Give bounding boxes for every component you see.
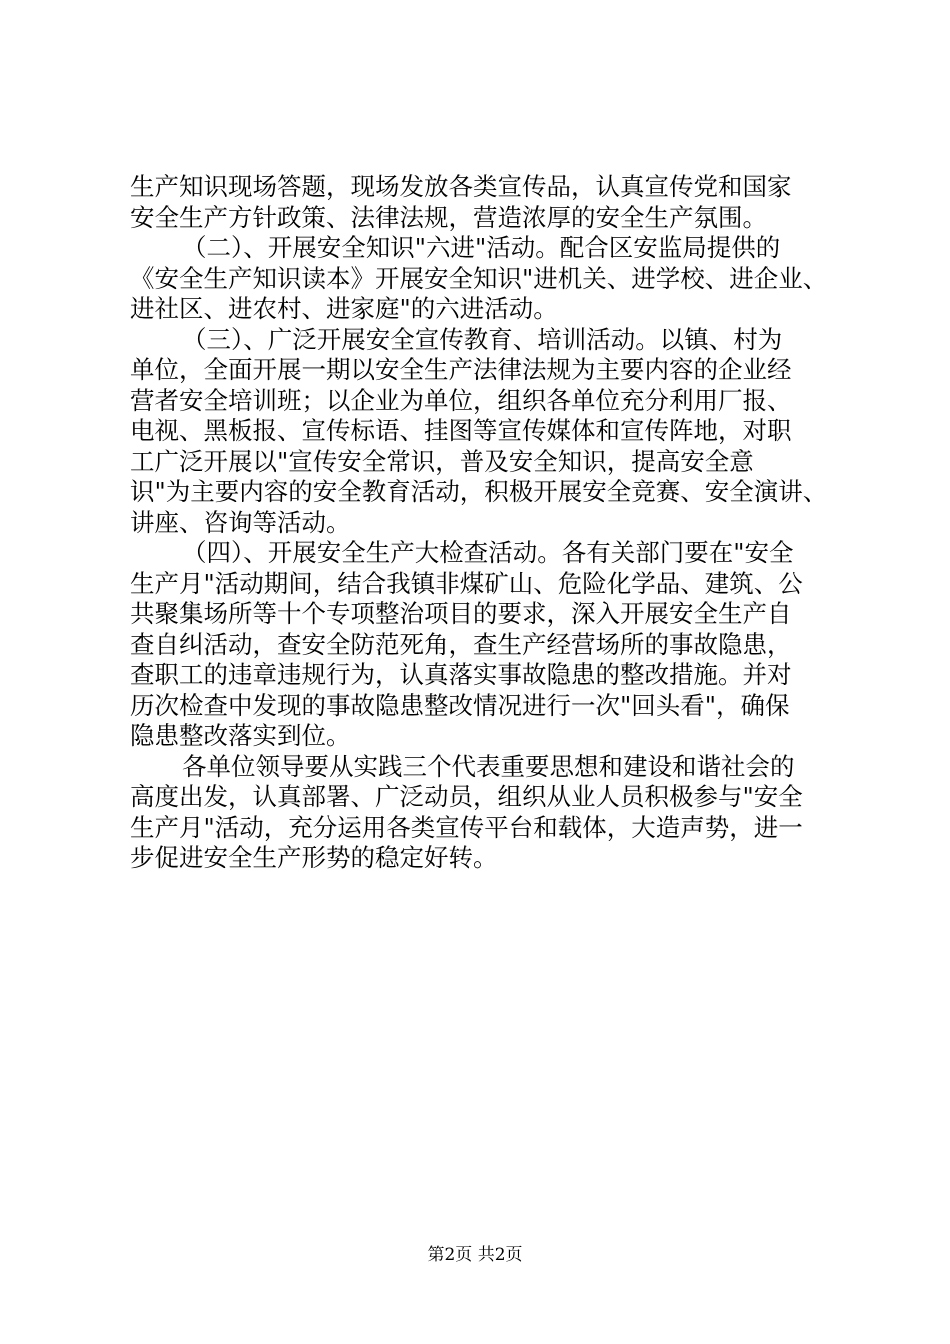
text-line: 生产月"活动，充分运用各类宣传平台和载体，大造声势，进一 <box>130 812 803 842</box>
text-line: 识"为主要内容的安全教育活动，积极开展安全竞赛、安全演讲、 <box>130 477 828 506</box>
paragraph-start-line: （二）、开展安全知识"六进"活动。配合区安监局提供的 <box>182 233 781 262</box>
document-body <box>130 172 835 874</box>
text-line: 《安全生产知识读本》开展安全知识"进机关、进学校、进企业、 <box>130 263 828 293</box>
text-line: 查职工的违章违规行为，认真落实事故隐患的整改措施。并对 <box>130 660 792 689</box>
text-line: 共聚集场所等十个专项整治项目的要求，深入开展安全生产自 <box>130 599 792 628</box>
text-line: 讲座、咨询等活动。 <box>130 507 351 537</box>
text-line: 安全生产方针政策、法律法规，营造浓厚的安全生产氛围。 <box>130 202 767 232</box>
paragraph-start-line: 各单位领导要从实践三个代表重要思想和建设和谐社会的 <box>182 751 795 781</box>
text-line: 生产月"活动期间，结合我镇非煤矿山、危险化学品、建筑、公 <box>130 568 803 598</box>
text-line: 单位，全面开展一期以安全生产法律法规为主要内容的企业经 <box>130 355 792 384</box>
text-line: 高度出发，认真部署、广泛动员，组织从业人员积极参与"安全 <box>130 782 803 811</box>
paragraph-start-line: （三）、广泛开展安全宣传教育、培训活动。以镇、村为 <box>182 324 783 354</box>
text-line: 隐患整改落实到位。 <box>130 721 351 750</box>
text-line: 营者安全培训班；以企业为单位，组织各单位充分利用厂报、 <box>130 385 792 415</box>
text-line: 步促进安全生产形势的稳定好转。 <box>130 843 498 872</box>
text-line: 生产知识现场答题，现场发放各类宣传品，认真宣传党和国家 <box>130 172 792 201</box>
page-number-footer: 第2页 共2页 <box>427 1245 523 1265</box>
text-line: 历次检查中发现的事故隐患整改情况进行一次"回头看"，确保 <box>130 690 790 720</box>
text-line: 进社区、进农村、进家庭"的六进活动。 <box>130 294 558 323</box>
text-line: 工广泛开展以"宣传安全常识，普及安全知识，提高安全意 <box>130 446 754 476</box>
text-line: 查自纠活动，查安全防范死角，查生产经营场所的事故隐患， <box>130 629 792 659</box>
text-line: 电视、黑板报、宣传标语、挂图等宣传媒体和宣传阵地，对职 <box>130 416 792 445</box>
paragraph-start-line: （四）、开展安全生产大检查活动。各有关部门要在"安全 <box>182 538 794 567</box>
